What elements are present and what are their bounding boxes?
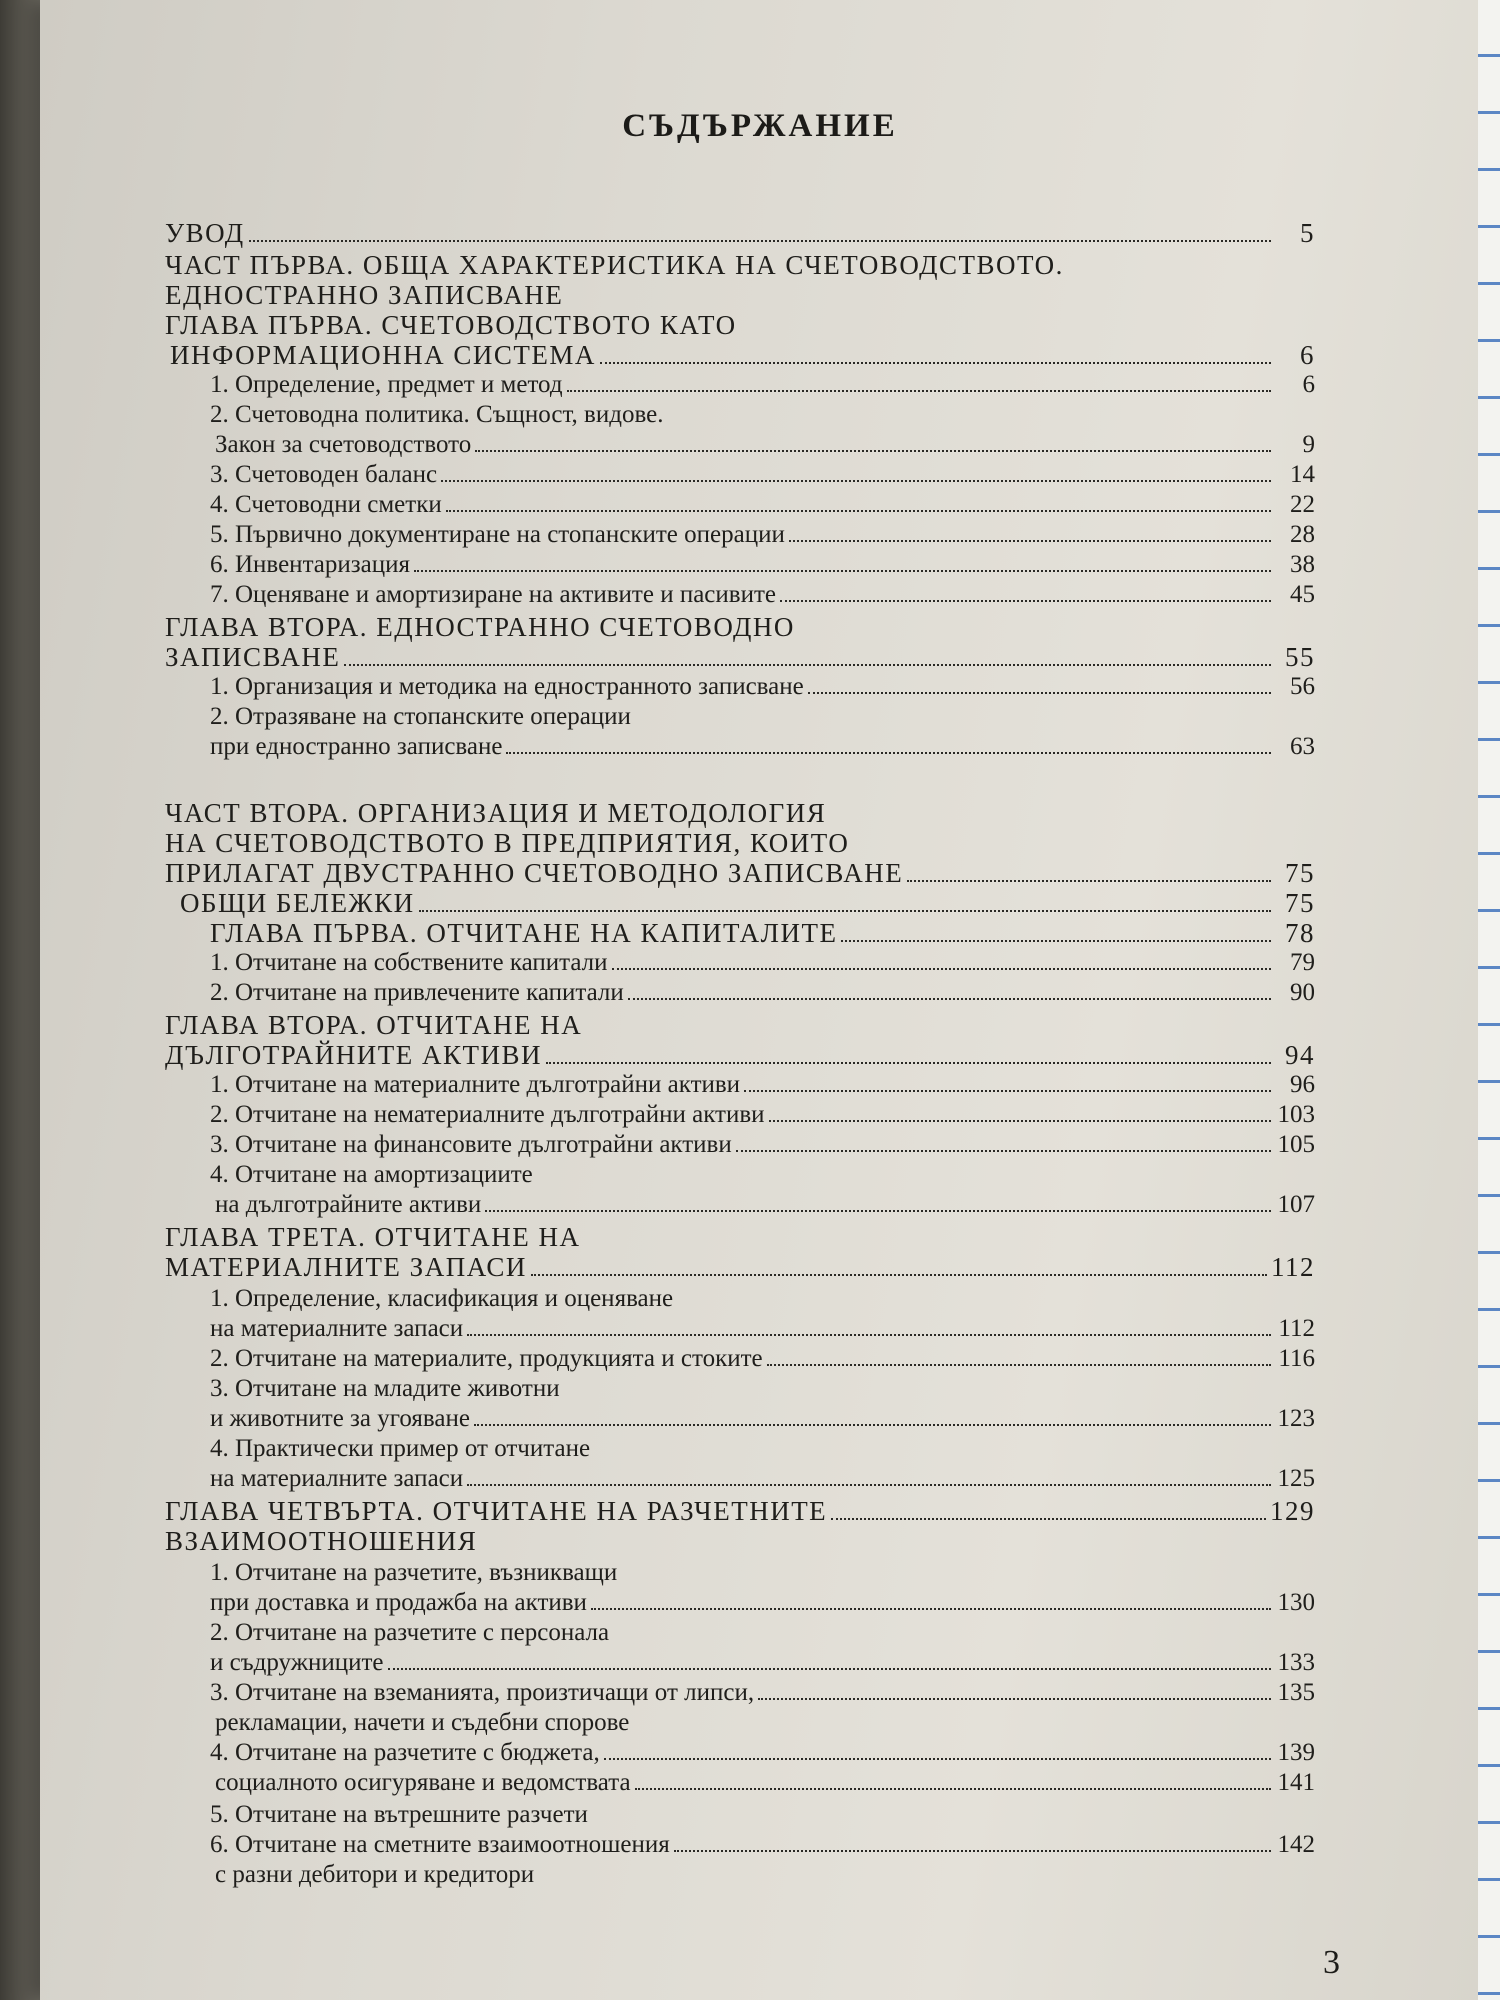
toc-entry-title: и животните за угояване bbox=[210, 1405, 470, 1432]
toc-dot-leader bbox=[736, 1132, 1271, 1152]
toc-dot-leader bbox=[446, 492, 1271, 512]
toc-dot-leader bbox=[808, 674, 1271, 694]
toc-entry: ВЗАИМООТНОШЕНИЯ bbox=[165, 1526, 478, 1556]
toc-entry bbox=[210, 1588, 1315, 1618]
toc-entry bbox=[210, 1070, 1315, 1100]
toc-entry-title: 3. Счетоводен баланс bbox=[210, 461, 438, 488]
toc-entry bbox=[210, 490, 1315, 520]
toc-entry: 3. Отчитане на младите животни bbox=[210, 1375, 560, 1402]
page-edge-with-tabs bbox=[1478, 0, 1500, 2000]
toc-entry bbox=[210, 1130, 1315, 1160]
toc-entry-page: 56 bbox=[1290, 673, 1315, 700]
toc-dot-leader bbox=[344, 646, 1271, 666]
toc-entry bbox=[180, 888, 1315, 918]
toc-entry-title: 7. Оценяване и амортизиране на активите и пасивите bbox=[210, 581, 776, 608]
toc-entry-page: 112 bbox=[1271, 1252, 1315, 1282]
toc-entry bbox=[170, 340, 1315, 370]
toc-entry-title: 2. Отчитане на нематериалните дълготрайни активи bbox=[210, 1101, 765, 1128]
toc-entry-title: ДЪЛГОТРАЙНИТЕ АКТИВИ bbox=[165, 1040, 543, 1070]
toc-entry bbox=[210, 1648, 1315, 1678]
toc-dot-leader bbox=[604, 1740, 1271, 1760]
toc-entry-title: 1. Отчитане на материалните дълготрайни активи bbox=[210, 1071, 741, 1098]
toc-entry-page: 14 bbox=[1290, 461, 1315, 488]
table-of-contents bbox=[40, 0, 1480, 2000]
book-page bbox=[40, 0, 1480, 2000]
toc-entry-page: 6 bbox=[1302, 371, 1315, 398]
toc-entry bbox=[210, 1464, 1315, 1494]
toc-entry-title: ИНФОРМАЦИОННА СИСТЕМА bbox=[170, 340, 596, 370]
toc-entry bbox=[165, 642, 1315, 672]
toc-entry-page: 135 bbox=[1277, 1679, 1315, 1706]
toc-entry-page: 129 bbox=[1270, 1496, 1315, 1526]
toc-dot-leader bbox=[769, 1102, 1271, 1122]
toc-dot-leader bbox=[628, 980, 1271, 1000]
toc-entry bbox=[210, 1344, 1315, 1374]
toc-entry-title: 6. Инвентаризация bbox=[210, 551, 410, 578]
toc-entry bbox=[165, 218, 1315, 248]
toc-entry-title: 2. Отчитане на привлечените капитали bbox=[210, 979, 624, 1006]
toc-entry: ГЛАВА ВТОРА. ОТЧИТАНЕ НА bbox=[165, 1010, 583, 1040]
toc-dot-leader bbox=[475, 432, 1271, 452]
toc-entry-page: 45 bbox=[1290, 581, 1315, 608]
toc-entry-page: 28 bbox=[1290, 521, 1315, 548]
toc-entry-title: 1. Организация и методика на едностранното записване bbox=[210, 673, 804, 700]
toc-entry bbox=[210, 978, 1315, 1008]
toc-entry-page: 96 bbox=[1290, 1071, 1315, 1098]
toc-dot-leader bbox=[591, 1590, 1271, 1610]
toc-entry-page: 9 bbox=[1302, 431, 1315, 458]
toc-entry bbox=[215, 1768, 1315, 1798]
toc-entry-page: 116 bbox=[1278, 1345, 1315, 1372]
toc-entry: ЧАСТ ВТОРА. ОРГАНИЗАЦИЯ И МЕТОДОЛОГИЯ bbox=[165, 798, 827, 828]
toc-entry-title: 1. Определение, предмет и метод bbox=[210, 371, 563, 398]
toc-entry: ГЛАВА ПЪРВА. СЧЕТОВОДСТВОТО КАТО bbox=[165, 310, 737, 340]
toc-entry bbox=[210, 550, 1315, 580]
toc-entry-page: 142 bbox=[1277, 1831, 1315, 1858]
toc-entry bbox=[210, 1404, 1315, 1434]
toc-entry bbox=[210, 672, 1315, 702]
toc-dot-leader bbox=[567, 372, 1271, 392]
toc-entry bbox=[210, 948, 1315, 978]
toc-dot-leader bbox=[474, 1406, 1271, 1426]
toc-entry bbox=[210, 1678, 1315, 1708]
toc-entry-page: 5 bbox=[1300, 218, 1315, 248]
toc-entry-page: 141 bbox=[1277, 1769, 1315, 1796]
toc-entry-title: УВОД bbox=[165, 218, 245, 248]
toc-dot-leader bbox=[789, 522, 1271, 542]
toc-dot-leader bbox=[600, 344, 1271, 364]
toc-entry-page: 6 bbox=[1300, 340, 1315, 370]
toc-entry-page: 125 bbox=[1277, 1465, 1315, 1492]
toc-entry-page: 63 bbox=[1290, 733, 1315, 760]
toc-entry bbox=[215, 1190, 1315, 1220]
toc-entry-page: 75 bbox=[1285, 888, 1315, 918]
toc-entry-title: 4. Счетоводни сметки bbox=[210, 491, 442, 518]
toc-dot-leader bbox=[249, 222, 1271, 242]
toc-dot-leader bbox=[388, 1650, 1271, 1670]
toc-entry-title: социалното осигуряване и ведомствата bbox=[215, 1769, 631, 1796]
toc-entry-page: 75 bbox=[1285, 858, 1315, 888]
toc-entry: 2. Отразяване на стопанските операции bbox=[210, 703, 631, 730]
toc-entry bbox=[210, 520, 1315, 550]
toc-entry: 5. Отчитане на вътрешните разчети bbox=[210, 1801, 588, 1828]
toc-entry-title: ЗАПИСВАНЕ bbox=[165, 642, 341, 672]
toc-dot-leader bbox=[441, 462, 1271, 482]
book-spine bbox=[0, 0, 40, 2000]
toc-entry-page: 130 bbox=[1277, 1589, 1315, 1616]
toc-entry-title: 3. Отчитане на вземанията, произтичащи от липси, bbox=[210, 1679, 755, 1706]
toc-entry bbox=[165, 1496, 1315, 1526]
toc-entry-title: 1. Отчитане на собствените капитали bbox=[210, 949, 608, 976]
toc-entry-page: 79 bbox=[1290, 949, 1315, 976]
toc-entry-title: ГЛАВА ПЪРВА. ОТЧИТАНЕ НА КАПИТАЛИТЕ bbox=[210, 918, 838, 948]
toc-entry-title: на материалните запаси bbox=[210, 1465, 464, 1492]
toc-entry: рекламации, начети и съдебни спорове bbox=[215, 1709, 630, 1736]
toc-entry-page: 55 bbox=[1285, 642, 1315, 672]
toc-dot-leader bbox=[506, 734, 1271, 754]
toc-dot-leader bbox=[531, 1256, 1267, 1276]
toc-dot-leader bbox=[758, 1680, 1271, 1700]
toc-entry-title: 5. Първично документиране на стопанските операции bbox=[210, 521, 785, 548]
toc-entry-title: на дълготрайните активи bbox=[215, 1191, 482, 1218]
toc-entry: 2. Счетоводна политика. Същност, видове. bbox=[210, 401, 664, 428]
toc-entry-page: 90 bbox=[1290, 979, 1315, 1006]
toc-entry-title: 6. Отчитане на сметните взаимоотношения bbox=[210, 1831, 670, 1858]
toc-entry bbox=[210, 918, 1315, 948]
toc-entry: 2. Отчитане на разчетите с персонала bbox=[210, 1619, 610, 1646]
toc-entry-page: 123 bbox=[1277, 1405, 1315, 1432]
toc-entry: с разни дебитори и кредитори bbox=[215, 1861, 535, 1888]
toc-entry-page: 103 bbox=[1277, 1101, 1315, 1128]
toc-entry bbox=[210, 732, 1315, 762]
toc-entry-title: ГЛАВА ЧЕТВЪРТА. ОТЧИТАНЕ НА РАЗЧЕТНИТЕ bbox=[165, 1496, 828, 1526]
toc-dot-leader bbox=[841, 922, 1271, 942]
toc-entry: ЕДНОСТРАННО ЗАПИСВАНЕ bbox=[165, 280, 564, 310]
toc-entry-title: ПРИЛАГАТ ДВУСТРАННО СЧЕТОВОДНО ЗАПИСВАНЕ bbox=[165, 858, 904, 888]
toc-entry-title: ОБЩИ БЕЛЕЖКИ bbox=[180, 888, 415, 918]
toc-entry bbox=[210, 460, 1315, 490]
toc-entry-page: 112 bbox=[1278, 1315, 1315, 1342]
toc-entry bbox=[210, 1314, 1315, 1344]
toc-dot-leader bbox=[419, 892, 1271, 912]
toc-entry-page: 139 bbox=[1277, 1739, 1315, 1766]
toc-entry-title: при едностранно записване bbox=[210, 733, 503, 760]
toc-dot-leader bbox=[744, 1072, 1271, 1092]
toc-entry-title: 3. Отчитане на финансовите дълготрайни активи bbox=[210, 1131, 732, 1158]
toc-entry bbox=[215, 430, 1315, 460]
toc-entry-title: 2. Отчитане на материалите, продукцията и стоките bbox=[210, 1345, 763, 1372]
toc-dot-leader bbox=[831, 1500, 1266, 1520]
page-title: СЪДЪРЖАНИЕ bbox=[622, 108, 898, 144]
toc-entry-page: 38 bbox=[1290, 551, 1315, 578]
toc-entry-page: 107 bbox=[1277, 1191, 1315, 1218]
toc-entry bbox=[210, 1100, 1315, 1130]
page-number: 3 bbox=[1323, 1944, 1340, 1981]
toc-dot-leader bbox=[467, 1316, 1271, 1336]
toc-entry bbox=[210, 1738, 1315, 1768]
toc-entry bbox=[165, 1252, 1315, 1282]
toc-entry bbox=[165, 858, 1315, 888]
toc-entry: 1. Отчитане на разчетите, възникващи bbox=[210, 1559, 618, 1586]
toc-entry-title: на материалните запаси bbox=[210, 1315, 464, 1342]
toc-entry: 1. Определение, класификация и оценяване bbox=[210, 1285, 674, 1312]
toc-dot-leader bbox=[485, 1192, 1271, 1212]
toc-entry-title: и съдружниците bbox=[210, 1649, 384, 1676]
toc-entry-page: 78 bbox=[1285, 918, 1315, 948]
toc-dot-leader bbox=[767, 1346, 1271, 1366]
toc-entry-page: 22 bbox=[1290, 491, 1315, 518]
toc-entry-page: 105 bbox=[1277, 1131, 1315, 1158]
toc-entry bbox=[165, 1040, 1315, 1070]
toc-entry: ЧАСТ ПЪРВА. ОБЩА ХАРАКТЕРИСТИКА НА СЧЕТОВОДСТВОТО. bbox=[165, 250, 1064, 280]
toc-entry: НА СЧЕТОВОДСТВОТО В ПРЕДПРИЯТИЯ, КОИТО bbox=[165, 828, 850, 858]
toc-entry-page: 94 bbox=[1285, 1040, 1315, 1070]
toc-entry-title: МАТЕРИАЛНИТЕ ЗАПАСИ bbox=[165, 1252, 527, 1282]
toc-entry bbox=[210, 1830, 1315, 1860]
toc-dot-leader bbox=[635, 1770, 1271, 1790]
toc-entry-page: 133 bbox=[1277, 1649, 1315, 1676]
toc-entry: ГЛАВА ТРЕТА. ОТЧИТАНЕ НА bbox=[165, 1222, 581, 1252]
toc-dot-leader bbox=[907, 862, 1271, 882]
toc-dot-leader bbox=[780, 582, 1271, 602]
toc-entry: 4. Отчитане на амортизациите bbox=[210, 1161, 533, 1188]
toc-dot-leader bbox=[612, 950, 1271, 970]
toc-entry-title: 4. Отчитане на разчетите с бюджета, bbox=[210, 1739, 600, 1766]
toc-entry-title: Закон за счетоводството bbox=[215, 431, 472, 458]
toc-entry bbox=[210, 580, 1315, 610]
toc-dot-leader bbox=[467, 1466, 1271, 1486]
toc-dot-leader bbox=[546, 1044, 1271, 1064]
toc-dot-leader bbox=[674, 1832, 1271, 1852]
toc-entry: 4. Практически пример от отчитане bbox=[210, 1435, 591, 1462]
toc-dot-leader bbox=[414, 552, 1271, 572]
toc-entry: ГЛАВА ВТОРА. ЕДНОСТРАННО СЧЕТОВОДНО bbox=[165, 612, 795, 642]
toc-entry-title: при доставка и продажба на активи bbox=[210, 1589, 587, 1616]
toc-entry bbox=[210, 370, 1315, 400]
